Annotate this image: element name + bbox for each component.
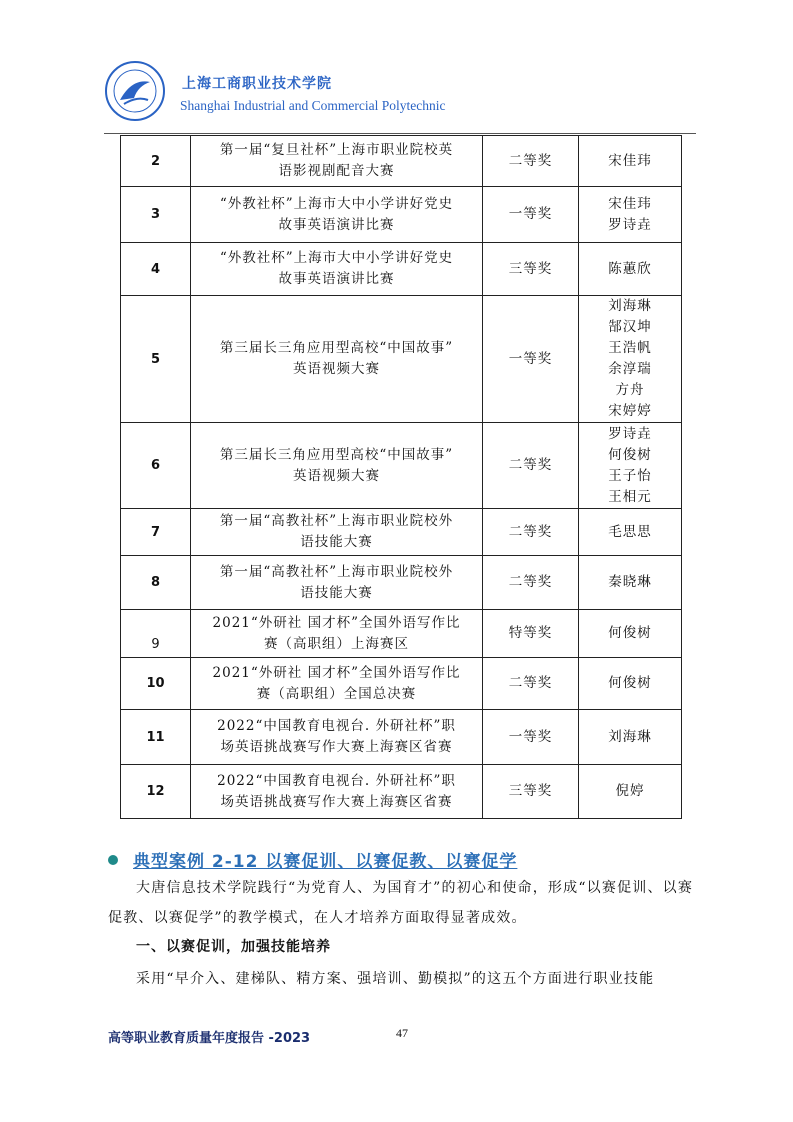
- case-title: 典型案例 2-12 以赛促训、以赛促教、以赛促学: [133, 852, 518, 872]
- row-number: 6: [121, 423, 191, 509]
- student-names: [579, 509, 682, 556]
- award-level: 三等奖: [483, 243, 579, 296]
- student-name: 宋婷婷: [608, 403, 652, 419]
- student-name: 宋佳玮: [608, 195, 652, 212]
- row-number: 10: [121, 658, 191, 710]
- student-name: 何俊树: [608, 675, 652, 691]
- student-name: 王子怡: [608, 467, 652, 484]
- competition-name: [191, 658, 483, 710]
- competition-line: 语技能大赛: [300, 584, 373, 601]
- page-header: [0, 0, 793, 140]
- award-level: 二等奖: [483, 509, 579, 556]
- award-level: 一等奖: [483, 187, 579, 243]
- award-level: 二等奖: [483, 136, 579, 187]
- student-names: [579, 296, 682, 423]
- student-name: 方舟: [615, 382, 645, 398]
- student-names: [579, 610, 682, 658]
- page-number: 47: [396, 1026, 408, 1040]
- case-heading: [108, 847, 517, 872]
- row-number: 11: [121, 710, 191, 765]
- footer-title: 高等职业教育质量年度报告 -2023: [108, 1031, 311, 1046]
- student-name: 刘海琳: [608, 728, 652, 745]
- student-names: [579, 710, 682, 765]
- student-names: [579, 423, 682, 509]
- award-level: 二等奖: [483, 658, 579, 710]
- row-number: 12: [121, 765, 191, 819]
- row-number: 5: [121, 296, 191, 423]
- competition-line: 场英语挑战赛写作大赛上海赛区省赛: [220, 793, 453, 810]
- competition-name: [191, 765, 483, 819]
- competition-line: 语影视剧配音大赛: [278, 163, 395, 179]
- competition-line: 第一届“高教社杯”上海市职业院校外: [219, 563, 454, 580]
- table-row: [121, 710, 682, 765]
- student-names: [579, 243, 682, 296]
- competition-line: 2022“中国教育电视台. 外研社杯”职: [217, 718, 456, 734]
- row-number: 4: [121, 243, 191, 296]
- competition-line: 赛（高职组）全国总决赛: [256, 685, 417, 702]
- header-divider: [104, 133, 696, 134]
- awards-table: [120, 135, 682, 819]
- student-name: 罗诗垚: [608, 425, 652, 442]
- awards-table-body: [121, 136, 682, 819]
- competition-line: 2021“外研社 国才杯”全国外语写作比: [212, 664, 461, 681]
- row-number: 3: [121, 187, 191, 243]
- table-row: [121, 509, 682, 556]
- student-name: 罗诗垚: [608, 216, 652, 233]
- competition-name: [191, 136, 483, 187]
- student-name: 倪婷: [615, 783, 645, 799]
- row-number: 8: [121, 556, 191, 610]
- competition-line: 故事英语演讲比赛: [278, 216, 395, 233]
- student-names: [579, 136, 682, 187]
- student-name: 刘海琳: [608, 298, 652, 314]
- case-paragraph-1: 大唐信息技术学院践行“为党育人、为国育才”的初心和使命，形成“以赛促训、以赛促教、以赛促学”的教学模式，在人才培养方面取得显著成效。: [108, 880, 694, 926]
- student-names: [579, 765, 682, 819]
- table-row: [121, 243, 682, 296]
- competition-name: [191, 243, 483, 296]
- competition-line: 场英语挑战赛写作大赛上海赛区省赛: [220, 739, 453, 755]
- award-level: 一等奖: [483, 296, 579, 423]
- competition-line: 第一届“高教社杯”上海市职业院校外: [219, 513, 454, 529]
- case-paragraph-2: 采用“早介入、建梯队、精方案、强培训、勤模拟”的这五个方面进行职业技能: [136, 971, 655, 987]
- student-name: 何俊树: [608, 446, 652, 463]
- award-level: 特等奖: [483, 610, 579, 658]
- competition-name: [191, 423, 483, 509]
- table-row: [121, 296, 682, 423]
- competition-line: 第三届长三角应用型高校“中国故事”: [219, 446, 454, 463]
- competition-name: [191, 610, 483, 658]
- competition-line: 赛（高职组）上海赛区: [264, 635, 409, 652]
- student-name: 秦晓琳: [608, 574, 652, 590]
- student-names: [579, 658, 682, 710]
- competition-line: 2021“外研社 国才杯”全国外语写作比: [212, 614, 461, 631]
- table-row: [121, 136, 682, 187]
- student-name: 宋佳玮: [608, 152, 652, 169]
- competition-name: [191, 187, 483, 243]
- student-name: 陈蕙欣: [608, 260, 652, 277]
- competition-name: [191, 296, 483, 423]
- competition-line: 第一届“复旦社杯”上海市职业院校英: [219, 142, 454, 158]
- row-number: 7: [121, 509, 191, 556]
- competition-name: [191, 710, 483, 765]
- competition-name: [191, 509, 483, 556]
- competition-line: “外教社杯”上海市大中小学讲好党史: [219, 250, 454, 266]
- bullet-icon: [108, 855, 118, 865]
- table-row: [121, 765, 682, 819]
- competition-name: [191, 556, 483, 610]
- table-row: [121, 658, 682, 710]
- competition-line: 故事英语演讲比赛: [278, 271, 395, 287]
- school-logo-icon: [104, 60, 166, 122]
- student-name: 毛思思: [608, 523, 652, 540]
- student-name: 余淳瑞: [608, 361, 652, 377]
- student-name: 郜汉坤: [608, 319, 652, 335]
- competition-line: 第三届长三角应用型高校“中国故事”: [219, 340, 454, 356]
- table-row: [121, 187, 682, 243]
- award-level: 三等奖: [483, 765, 579, 819]
- table-row: [121, 556, 682, 610]
- school-name-en: Shanghai Industrial and Commercial Polytechnic: [180, 98, 446, 113]
- student-names: [579, 187, 682, 243]
- row-number: 9: [121, 610, 191, 658]
- student-name: 王浩帆: [608, 340, 652, 356]
- table-row: [121, 610, 682, 658]
- school-name-cn: 上海工商职业技术学院: [182, 76, 332, 92]
- student-names: [579, 556, 682, 610]
- competition-line: 英语视频大赛: [293, 467, 380, 484]
- award-level: 二等奖: [483, 423, 579, 509]
- competition-line: 语技能大赛: [300, 534, 373, 550]
- student-name: 王相元: [608, 488, 652, 505]
- award-level: 二等奖: [483, 556, 579, 610]
- student-name: 何俊树: [608, 625, 652, 641]
- award-level: 一等奖: [483, 710, 579, 765]
- table-row: [121, 423, 682, 509]
- case-subheading: 一、以赛促训，加强技能培养: [136, 939, 331, 955]
- competition-line: 2022“中国教育电视台. 外研社杯”职: [217, 772, 456, 789]
- row-number: 2: [121, 136, 191, 187]
- competition-line: “外教社杯”上海市大中小学讲好党史: [219, 195, 454, 212]
- competition-line: 英语视频大赛: [293, 361, 380, 377]
